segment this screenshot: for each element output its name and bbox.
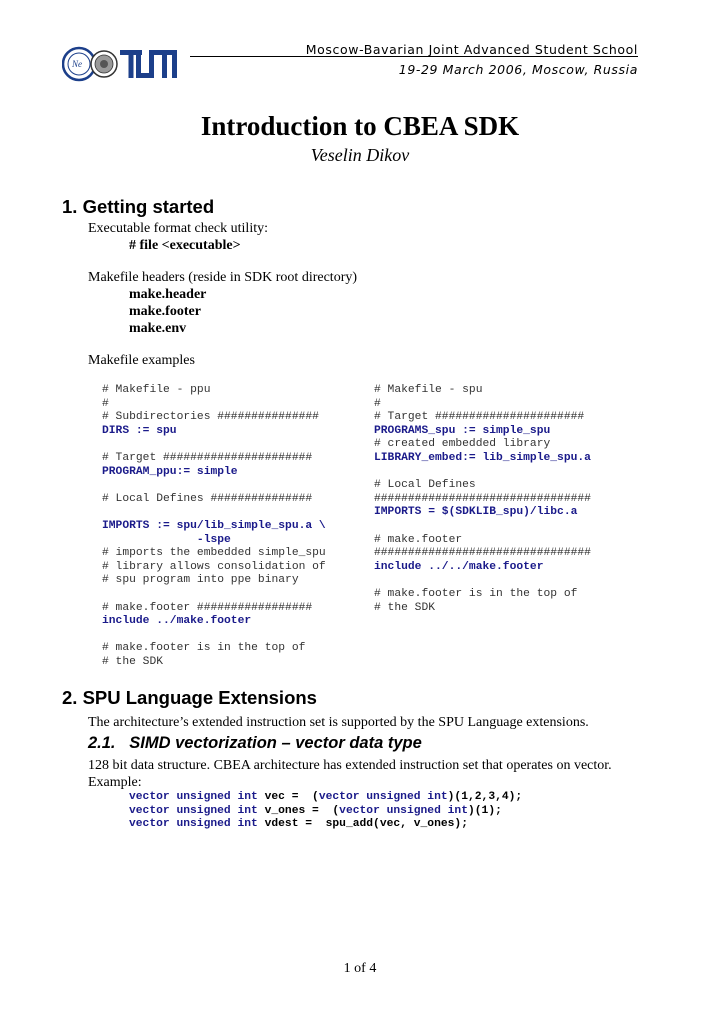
examples-intro: Makefile examples xyxy=(88,353,195,368)
code-token: vector unsigned int xyxy=(339,804,468,817)
section-1-heading: 1. Getting started xyxy=(62,196,215,217)
tum-logo-icon xyxy=(120,50,177,78)
code-line xyxy=(102,615,251,627)
code-comment: ################################ xyxy=(374,492,591,505)
code-token: vector unsigned int xyxy=(318,791,448,803)
code-line xyxy=(102,384,210,396)
headers-intro: Makefile headers (reside in SDK root directory) xyxy=(88,270,358,285)
header-school: Moscow-Bavarian Joint Advanced Student School xyxy=(305,42,638,57)
code-line xyxy=(102,561,326,573)
header-file: make.header xyxy=(129,287,207,302)
code-token: DIRS := spu xyxy=(102,424,177,437)
code-comment: # the SDK xyxy=(102,655,164,668)
code-line xyxy=(374,425,550,437)
makefile-ppu-code xyxy=(102,384,326,669)
code-line xyxy=(374,438,550,450)
code-token: IMPORTS := spu/lib_simple_spu.a \ xyxy=(102,519,326,532)
code-line xyxy=(102,411,319,423)
code-line xyxy=(374,602,435,614)
code-comment: # Target ###################### xyxy=(374,411,585,424)
code-line xyxy=(374,588,577,600)
code-comment: # library allows consolidation of xyxy=(102,560,326,573)
example-label: Example: xyxy=(88,775,142,790)
code-comment: # created embedded library xyxy=(374,438,551,451)
code-token: include ../../make.footer xyxy=(374,560,544,573)
code-line xyxy=(374,384,482,396)
document-title: Introduction to CBEA SDK xyxy=(200,111,520,141)
code-token: PROGRAMS_spu := simple_spu xyxy=(374,424,551,437)
code-line xyxy=(374,479,476,491)
code-comment: # Local Defines xyxy=(374,479,476,492)
code-comment: # spu program into ppe binary xyxy=(102,574,299,587)
code-comment: # xyxy=(374,397,381,410)
code-comment: # Subdirectories ############### xyxy=(102,411,319,424)
code-line xyxy=(102,466,238,478)
code-line xyxy=(129,818,468,830)
document-author: Veselin Dikov xyxy=(310,145,410,165)
code-line xyxy=(102,452,312,464)
code-comment: # make.footer xyxy=(374,533,463,546)
code-line xyxy=(102,642,305,654)
code-line xyxy=(102,602,312,614)
code-comment: # Target ###################### xyxy=(102,451,313,464)
institution-logos xyxy=(62,45,180,83)
code-line xyxy=(374,547,591,559)
university-seal-icon xyxy=(63,48,95,80)
page-number: 1 of 4 xyxy=(343,961,377,976)
vector-example-code xyxy=(129,791,522,832)
code-comment: # make.footer is in the top of xyxy=(102,642,306,655)
code-comment: # imports the embedded simple_spu xyxy=(102,547,326,560)
code-token: LIBRARY_embed:= lib_simple_spu.a xyxy=(374,451,591,464)
code-line xyxy=(374,493,591,505)
vector-description: 128 bit data structure. CBEA architecture has extended instruction set that operates on vector. xyxy=(88,758,612,773)
code-token: )(1); xyxy=(467,804,502,817)
code-line xyxy=(102,547,326,559)
check-intro: Executable format check utility: xyxy=(88,221,268,236)
code-token: vector unsigned int xyxy=(129,804,258,817)
header-dates: 19-29 March 2006, Moscow, Russia xyxy=(398,62,638,77)
header-file: make.env xyxy=(129,321,187,336)
code-comment: # Makefile - ppu xyxy=(102,384,211,396)
code-line xyxy=(374,398,381,410)
code-comment: # xyxy=(102,397,109,410)
code-token: vec = ( xyxy=(257,791,319,803)
makefile-spu-code xyxy=(374,384,591,615)
code-line xyxy=(374,411,584,423)
code-comment: ################################ xyxy=(374,547,591,560)
code-comment: # Makefile - spu xyxy=(374,384,483,396)
code-line xyxy=(102,425,177,437)
code-line xyxy=(102,493,312,505)
code-line xyxy=(374,561,543,573)
code-token: PROGRAM_ppu:= simple xyxy=(102,465,238,478)
code-line xyxy=(129,791,522,803)
code-comment: # the SDK xyxy=(374,601,436,614)
code-token: IMPORTS = $(SDKLIB_spu)/libc.a xyxy=(374,506,578,519)
code-line xyxy=(102,574,299,586)
code-token: vdest = spu_add(vec, v_ones); xyxy=(257,818,468,831)
code-token: )(1,2,3,4); xyxy=(447,791,523,803)
code-token: include ../make.footer xyxy=(102,615,252,628)
crest-icon xyxy=(91,51,117,77)
section-2-heading: 2. SPU Language Extensions xyxy=(62,687,317,708)
subsection-2-1-heading: 2.1. SIMD vectorization – vector data type xyxy=(88,734,422,752)
code-line xyxy=(102,520,326,532)
header-file: make.footer xyxy=(129,304,201,319)
code-comment: # make.footer ################# xyxy=(102,601,313,614)
check-command: # file <executable> xyxy=(129,238,241,253)
code-token: -lspe xyxy=(102,533,231,546)
code-line xyxy=(102,656,163,668)
code-token: v_ones = ( xyxy=(257,804,340,817)
code-line xyxy=(374,506,577,518)
section-2-intro: The architecture’s extended instruction set is supported by the SPU Language extensions. xyxy=(88,715,589,730)
code-line xyxy=(374,452,591,464)
svg-text:Ne: Ne xyxy=(72,59,82,69)
code-comment: # Local Defines ############### xyxy=(102,492,313,505)
code-token: vector unsigned int xyxy=(129,791,258,803)
code-line xyxy=(374,534,462,546)
code-comment: # make.footer is in the top of xyxy=(374,587,578,600)
code-line xyxy=(102,398,109,410)
code-line xyxy=(129,805,502,817)
code-token: vector unsigned int xyxy=(129,818,258,831)
code-line xyxy=(102,534,231,546)
